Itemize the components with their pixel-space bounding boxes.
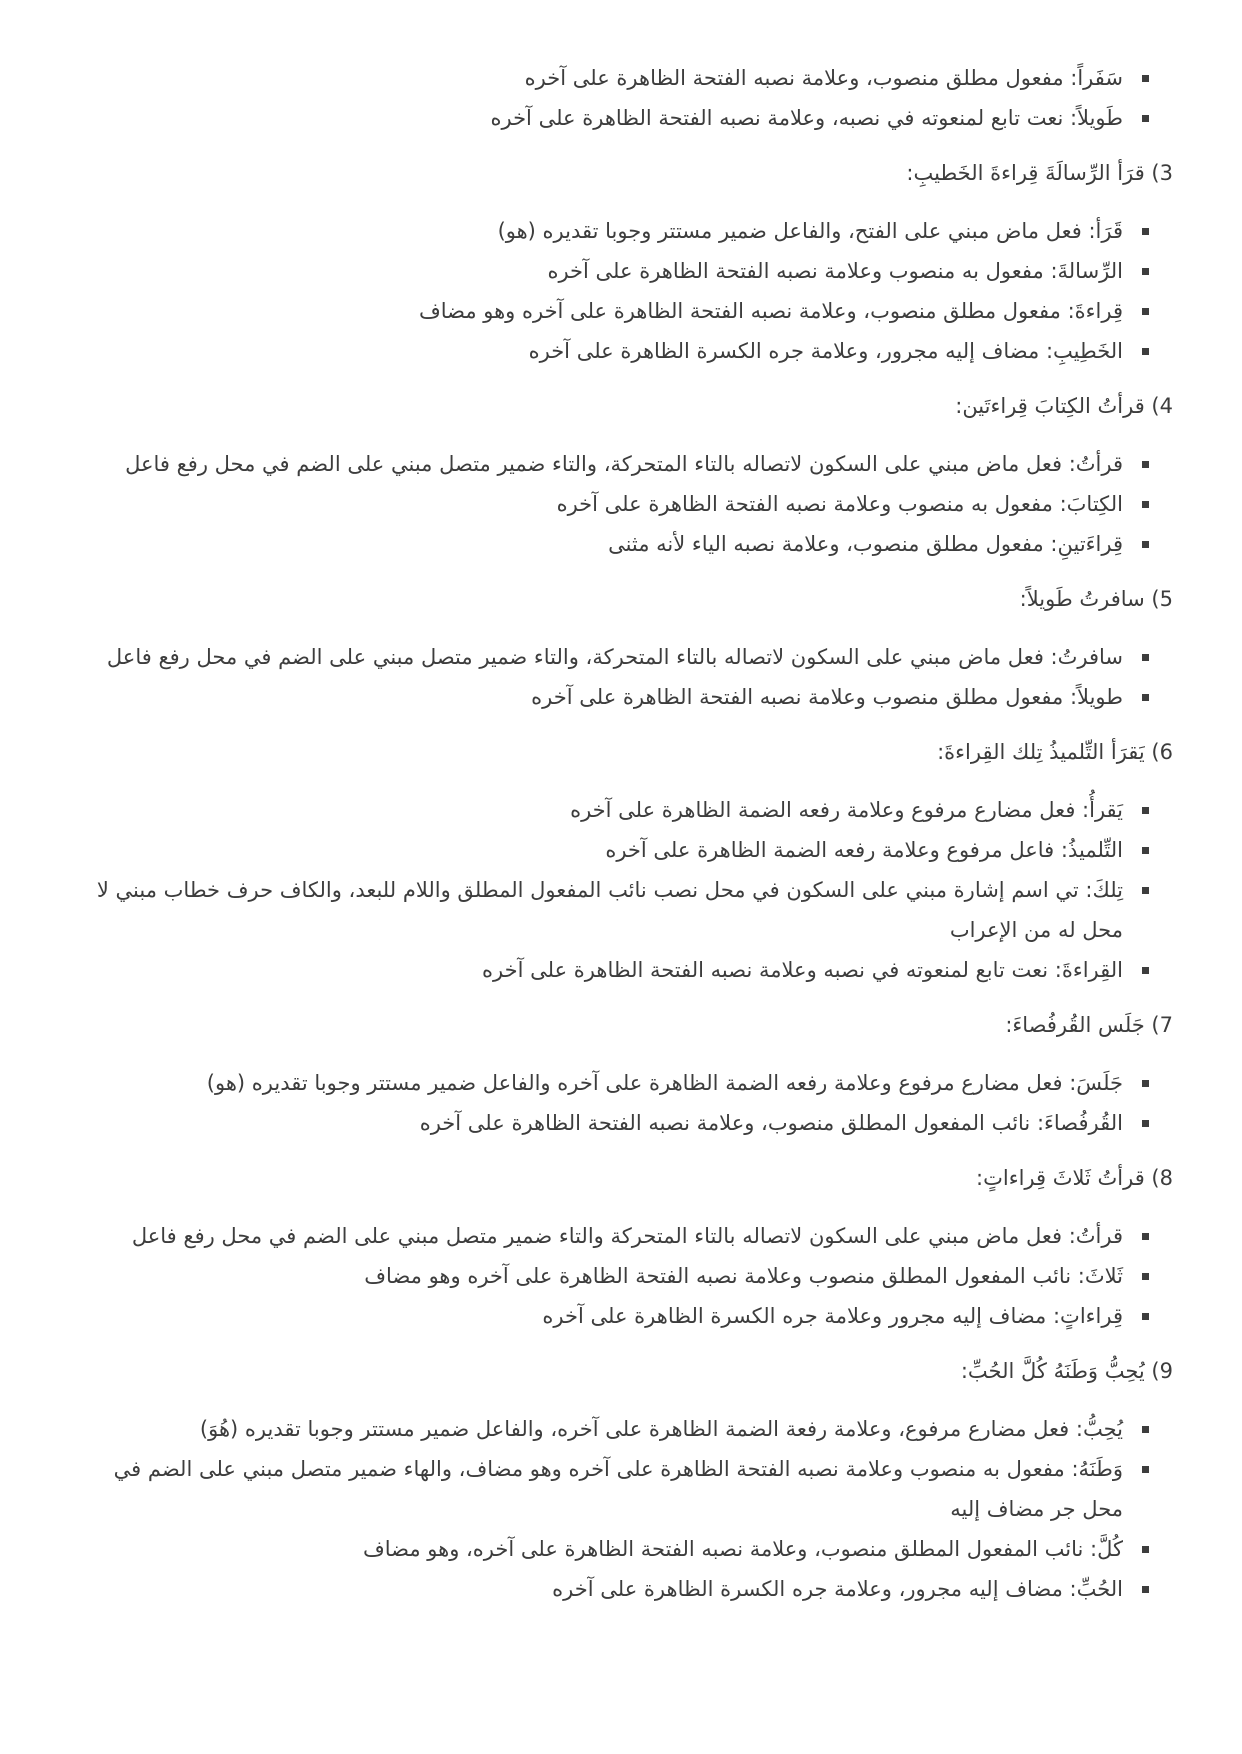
list-item: ثَلاثَ: نائب المفعول المطلق منصوب وعلامة نصبه الفتحة الظاهرة على آخره وهو مضاف — [73, 1256, 1149, 1296]
section-3 — [73, 153, 1173, 371]
list-item: قِراءاتٍ: مضاف إليه مجرور وعلامة جره الكسرة الظاهرة على آخره — [73, 1296, 1149, 1336]
list-item: يُحِبُّ: فعل مضارع مرفوع، وعلامة رفعة الضمة الظاهرة على آخره، والفاعل ضمير مستتر وجوبا تقديره (هُوَ) — [73, 1409, 1149, 1449]
section-9 — [73, 1351, 1173, 1609]
list-item: قِراءَتينِ: مفعول مطلق منصوب، وعلامة نصبه الياء لأنه مثنى — [73, 524, 1149, 564]
section-list — [73, 444, 1173, 564]
section-heading: 4) قرأتُ الكِتابَ قِراءتَين: — [955, 394, 1173, 418]
list-item: الخَطِيبِ: مضاف إليه مجرور، وعلامة جره الكسرة الظاهرة على آخره — [73, 331, 1149, 371]
section-7 — [73, 1005, 1173, 1143]
section-heading: 3) قرَأ الرِّسالَةَ قِراءةَ الخَطيبِ: — [906, 161, 1173, 185]
section-heading: 8) قرأتُ ثَلاثَ قِراءاتٍ: — [976, 1166, 1173, 1190]
list-item: تِلكَ: تي اسم إشارة مبني على السكون في محل نصب نائب المفعول المطلق واللام للبعد، والكاف حرف خطاب مبني لا محل له من الإعراب — [73, 870, 1149, 950]
section-list — [73, 637, 1173, 717]
section-heading: 6) يَقرَأ التِّلميذُ تِلك القِراءةَ: — [937, 740, 1173, 764]
list-item: سَفَراً: مفعول مطلق منصوب، وعلامة نصبه الفتحة الظاهرة على آخره — [73, 58, 1149, 98]
list-item: وَطَنَهُ: مفعول به منصوب وعلامة نصبه الفتحة الظاهرة على آخره وهو مضاف، والهاء ضمير متصل مبني على الضم في محل جر مضاف إليه — [73, 1449, 1149, 1529]
section-8 — [73, 1158, 1173, 1336]
section-heading: 5) سافرتُ طَويلاً: — [1019, 587, 1173, 611]
section-list — [73, 790, 1173, 990]
section-list — [73, 211, 1173, 371]
list-item: قَرَأ: فعل ماض مبني على الفتح، والفاعل ضمير مستتر وجوبا تقديره (هو) — [73, 211, 1149, 251]
section-6 — [73, 732, 1173, 990]
section-5 — [73, 579, 1173, 717]
list-item: الرِّسالةَ: مفعول به منصوب وعلامة نصبه الفتحة الظاهرة على آخره — [73, 251, 1149, 291]
list-item: التِّلميذُ: فاعل مرفوع وعلامة رفعه الضمة الظاهرة على آخره — [73, 830, 1149, 870]
list-item: طويلاً: مفعول مطلق منصوب وعلامة نصبه الفتحة الظاهرة على آخره — [73, 677, 1149, 717]
list-item: جَلَسَ: فعل مضارع مرفوع وعلامة رفعه الضمة الظاهرة على آخره والفاعل ضمير مستتر وجوبا تقديره (هو) — [73, 1063, 1149, 1103]
list-item: الحُبِّ: مضاف إليه مجرور، وعلامة جره الكسرة الظاهرة على آخره — [73, 1569, 1149, 1609]
section-list — [73, 1409, 1173, 1609]
list-item: الكِتابَ: مفعول به منصوب وعلامة نصبه الفتحة الظاهرة على آخره — [73, 484, 1149, 524]
list-item: يَقرأُ: فعل مضارع مرفوع وعلامة رفعه الضمة الظاهرة على آخره — [73, 790, 1149, 830]
list-item: قِراءةَ: مفعول مطلق منصوب، وعلامة نصبه الفتحة الظاهرة على آخره وهو مضاف — [73, 291, 1149, 331]
list-item: القِراءةَ: نعت تابع لمنعوته في نصبه وعلامة نصبه الفتحة الظاهرة على آخره — [73, 950, 1149, 990]
section-4 — [73, 386, 1173, 564]
section-list — [73, 1216, 1173, 1336]
section-heading: 7) جَلَس القُرفُصاءَ: — [1005, 1013, 1173, 1037]
list-item: قرأتُ: فعل ماض مبني على السكون لاتصاله بالتاء المتحركة والتاء ضمير متصل مبني على الضم في محل رفع فاعل — [73, 1216, 1149, 1256]
list-item: القُرفُصاءَ: نائب المفعول المطلق منصوب، وعلامة نصبه الفتحة الظاهرة على آخره — [73, 1103, 1149, 1143]
top-list — [73, 58, 1173, 138]
list-item: قرأتُ: فعل ماض مبني على السكون لاتصاله بالتاء المتحركة، والتاء ضمير متصل مبني على الضم في محل رفع فاعل — [73, 444, 1149, 484]
document-content — [73, 58, 1173, 1609]
list-item: كُلَّ: نائب المفعول المطلق منصوب، وعلامة نصبه الفتحة الظاهرة على آخره، وهو مضاف — [73, 1529, 1149, 1569]
section-heading: 9) يُحِبُّ وَطَنَهُ كُلَّ الحُبِّ: — [960, 1359, 1173, 1383]
section-list — [73, 1063, 1173, 1143]
list-item: طَويلاً: نعت تابع لمنعوته في نصبه، وعلامة نصبه الفتحة الظاهرة على آخره — [73, 98, 1149, 138]
list-item: سافرتُ: فعل ماض مبني على السكون لاتصاله بالتاء المتحركة، والتاء ضمير متصل مبني على الضم في محل رفع فاعل — [73, 637, 1149, 677]
